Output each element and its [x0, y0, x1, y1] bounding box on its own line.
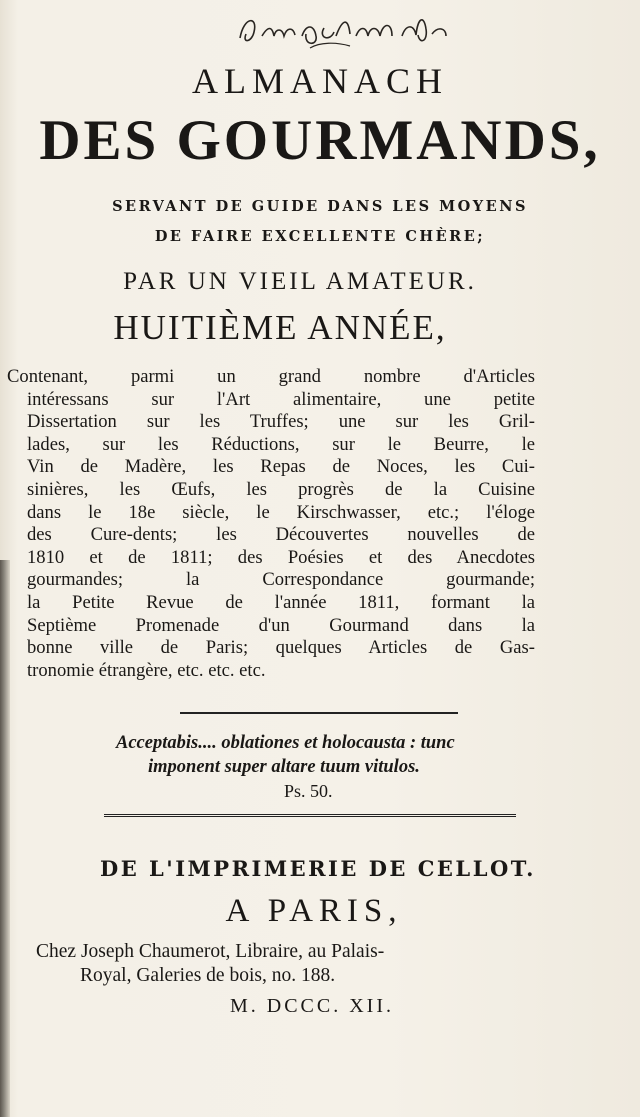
- contents-line: lades, sur les Réductions, sur le Beurre, le: [27, 433, 535, 455]
- title-line-2: DES GOURMANDS,: [39, 109, 601, 172]
- printer-line: DE L'IMPRIMERIE DE CELLOT.: [99, 856, 536, 881]
- contents-line: sinières, les Œufs, les progrès de la Cuisine: [27, 478, 535, 500]
- divider-rule-lower: [104, 814, 516, 817]
- contents-line: Contenant, parmi un grand nombre d'Articles: [7, 366, 535, 387]
- contents-line: Septième Promenade d'un Gourmand dans la: [27, 614, 535, 636]
- handwritten-signature: [232, 8, 462, 52]
- contents-line: bonne ville de Paris; quelques Articles de Gas-: [27, 637, 535, 659]
- subtitle-line-2: DE FAIRE EXCELLENTE CHÈRE;: [154, 228, 486, 245]
- publisher-line-2: Royal, Galeries de bois, no. 188.: [80, 965, 336, 986]
- epigraph-reference: Ps. 50.: [284, 781, 333, 801]
- contents-line: 1810 et de 1811; des Poésies et des Anecdotes: [27, 546, 535, 568]
- title-line-1: ALMANACH: [191, 61, 448, 101]
- contents-line: intéressans sur l'Art alimentaire, une petite: [27, 388, 535, 410]
- author-line: PAR UN VIEIL AMATEUR.: [123, 268, 477, 295]
- contents-line: des Cure-dents; les Découvertes nouvelles de: [27, 524, 535, 546]
- contents-line: Vin de Madère, les Repas de Noces, les Cui-: [27, 456, 535, 478]
- epigraph-line-2: imponent super altare tuum vitulos.: [148, 757, 420, 777]
- subtitle-line-1: SERVANT DE GUIDE DANS LES MOYENS: [112, 198, 528, 215]
- divider-rule-upper: [180, 712, 458, 714]
- contents-line: dans le 18e siècle, le Kirschwasser, etc.; l'éloge: [27, 501, 535, 523]
- contents-line: Dissertation sur les Truffes; une sur les Gril-: [27, 411, 535, 433]
- contents-line: tronomie étrangère, etc. etc. etc.: [27, 659, 266, 681]
- contents-line: gourmandes; la Correspondance gourmande;: [27, 569, 535, 591]
- publisher-line-1: Chez Joseph Chaumerot, Libraire, au Palais-: [36, 941, 385, 962]
- edition-line: HUITIÈME ANNÉE,: [113, 308, 447, 347]
- date-line: M. DCCC. XII.: [229, 995, 394, 1017]
- city-line: A PARIS,: [225, 893, 403, 929]
- contents-line: la Petite Revue de l'année 1811, formant la: [27, 591, 535, 613]
- epigraph-line-1: Acceptabis.... oblationes et holocausta : tunc: [116, 733, 455, 753]
- contents-paragraph: [7, 366, 535, 682]
